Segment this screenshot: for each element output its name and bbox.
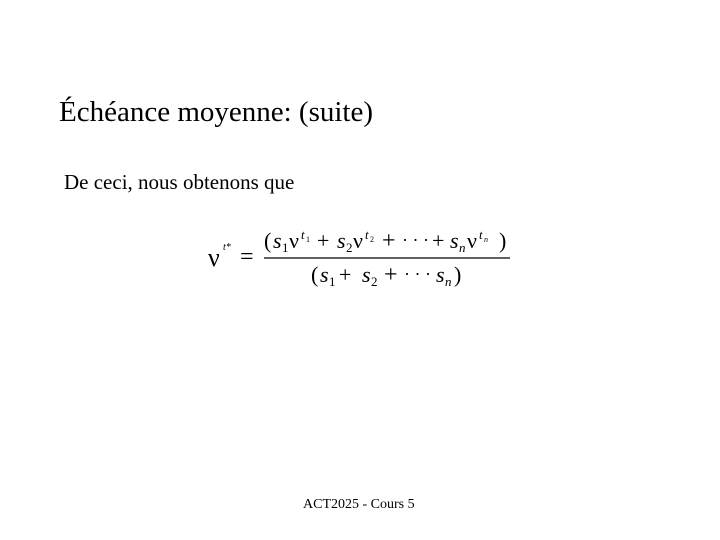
num-open-paren: (	[264, 228, 272, 253]
num-plus3: +	[432, 228, 445, 253]
num-plus1: +	[317, 228, 330, 253]
den-plus1: +	[339, 262, 352, 287]
formula-equals: =	[240, 244, 254, 270]
num-termn-base: ν	[467, 228, 477, 253]
num-term1-base: ν	[289, 228, 299, 253]
den-s2-sub: 2	[371, 274, 378, 289]
num-term2-exp-sub: 2	[370, 235, 374, 244]
num-term1-exp: t	[301, 227, 305, 242]
num-term2-exp: t	[365, 227, 369, 242]
formula	[200, 218, 520, 298]
num-termn-coef-sub: n	[459, 240, 466, 255]
num-term1-coef: s	[273, 228, 282, 253]
den-ellipsis: · · ·	[404, 264, 431, 284]
num-term1-coef-sub: 1	[282, 240, 289, 255]
den-plus2: +	[384, 262, 398, 288]
formula-lhs-exp: t*	[223, 242, 231, 253]
den-sn-sub: n	[445, 274, 452, 289]
den-s1-sub: 1	[329, 274, 336, 289]
den-close-paren: )	[454, 262, 462, 287]
den-open-paren: (	[311, 262, 319, 287]
den-s1: s	[320, 262, 329, 287]
den-sn: s	[436, 262, 445, 287]
slide-footer: ACT2025 - Cours 5	[303, 497, 415, 512]
num-term2-coef-sub: 2	[346, 240, 353, 255]
num-termn-exp-sub: n	[484, 235, 488, 244]
body-text: De ceci, nous obtenons que	[64, 170, 295, 194]
formula-lhs-base: ν	[208, 243, 220, 272]
formula-svg	[200, 218, 520, 298]
num-plus2: +	[382, 228, 396, 254]
num-term2-base: ν	[353, 228, 363, 253]
num-termn-coef: s	[450, 228, 459, 253]
num-close-paren: )	[499, 228, 507, 253]
num-term1-exp-sub: 1	[306, 235, 310, 244]
num-term2-coef: s	[337, 228, 346, 253]
num-termn-exp: t	[479, 227, 483, 242]
slide-title: Échéance moyenne: (suite)	[59, 96, 374, 128]
num-ellipsis: · · ·	[402, 230, 429, 250]
den-s2: s	[362, 262, 371, 287]
